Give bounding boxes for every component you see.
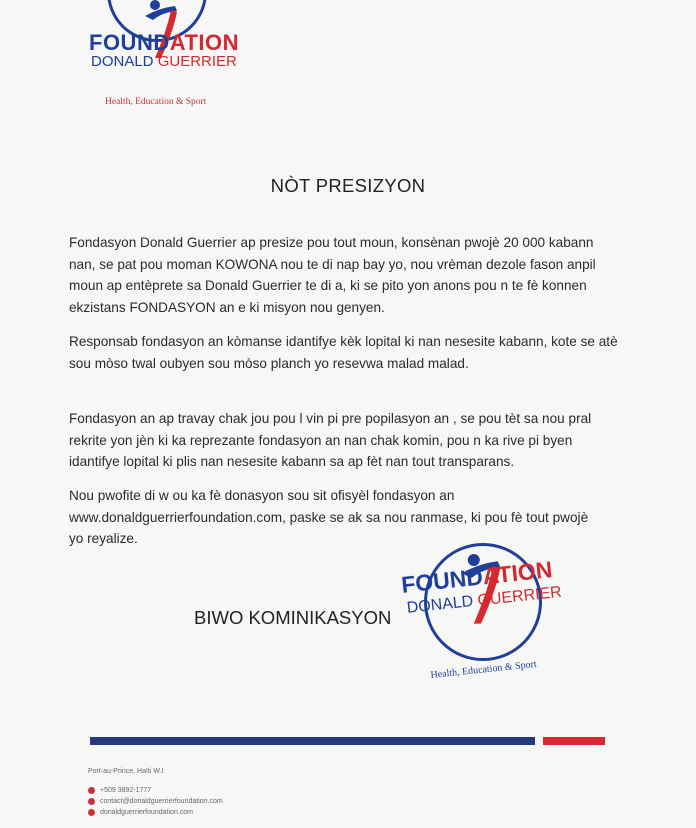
footer-contact <box>88 766 223 818</box>
logo-subtitle: DONALD GUERRIER <box>91 53 237 70</box>
phone-icon <box>88 787 95 794</box>
paragraph-line: moun ap entèprete sa Donald Guerrier te di a, ki se pito yon anons pou n te fè konnen <box>69 278 587 294</box>
stamp-title: FOUNDATION <box>400 556 554 598</box>
bar-blue-segment <box>90 737 535 745</box>
bar-red-segment <box>543 737 605 745</box>
footer-website-row <box>88 807 223 818</box>
paragraph-line: rekrite yon jèn ki ka reprezante fondasyon an nan chak komin, pou n ka rive pi byen <box>69 432 573 448</box>
footer-email[interactable]: contact@donaldguerrierfoundation.com <box>100 798 223 805</box>
bar-gap <box>535 737 543 745</box>
paragraph-line: Fondasyon an ap travay chak jou pou l vin pi pre popilasyon an , se pou tèt sa nou pral <box>69 411 592 426</box>
footer-divider-bar <box>90 737 605 745</box>
paragraph-line: Nou pwofite di w ou ka fè donasyon sou sit ofisyèl fondasyon an <box>69 488 455 503</box>
paragraph-1 <box>69 232 629 318</box>
paragraph-line: idantifye lopital ki plis nan nesesite kabann sa ap fèt nan tout transparans. <box>69 454 515 470</box>
logo-title: FOUNDATION <box>89 30 240 55</box>
stamp-subtitle: DONALD GUERRIER <box>406 583 563 617</box>
paragraph-line: nan, se pat pou moman KOWONA nou te di nap bay yo, nou vrèman dezole fason anpil <box>69 256 596 272</box>
footer-email-row <box>88 796 223 807</box>
footer-phone-row <box>88 785 223 796</box>
letter-title: NÒT PRESIZYON <box>270 175 426 196</box>
paragraph-line: ekzistans FONDASYON an e ki misyon nou genyen. <box>69 299 385 315</box>
paragraph-line: www.donaldguerrierfoundation.com, paske se ak sa nou ranmase, ki pou fè tout pwojè <box>69 509 589 525</box>
paragraph-2 <box>69 331 629 374</box>
paragraph-line: sou mòso twal oubyen sou mòso planch yo resevwa malad malad. <box>69 355 469 371</box>
stamp-tagline: Health, Education & Sport <box>430 658 538 681</box>
foundation-stamp <box>400 540 575 690</box>
email-icon <box>88 798 95 805</box>
footer-phone: +509 3892-1777 <box>100 787 152 794</box>
footer-address: Port-au-Prince, Haïti W.I <box>88 768 164 775</box>
foundation-logo <box>85 0 245 112</box>
web-icon <box>88 809 95 816</box>
signature-office: BIWO KOMINIKASYON <box>194 607 392 628</box>
paragraph-line: Responsab fondasyon an kòmanse idantifye kèk lopital ki nan nesesite kabann, kote se atè <box>69 334 618 349</box>
paragraph-line: yo reyalize. <box>69 531 138 547</box>
paragraph-3 <box>69 408 629 473</box>
footer-website[interactable]: donaldguerrierfoundation.com <box>100 809 194 816</box>
logo-tagline: Health, Education & Sport <box>105 97 207 107</box>
paragraph-line: Fondasyon Donald Guerrier ap presize pou tout moun, konsènan pwojè 20 000 kabann <box>69 235 594 250</box>
